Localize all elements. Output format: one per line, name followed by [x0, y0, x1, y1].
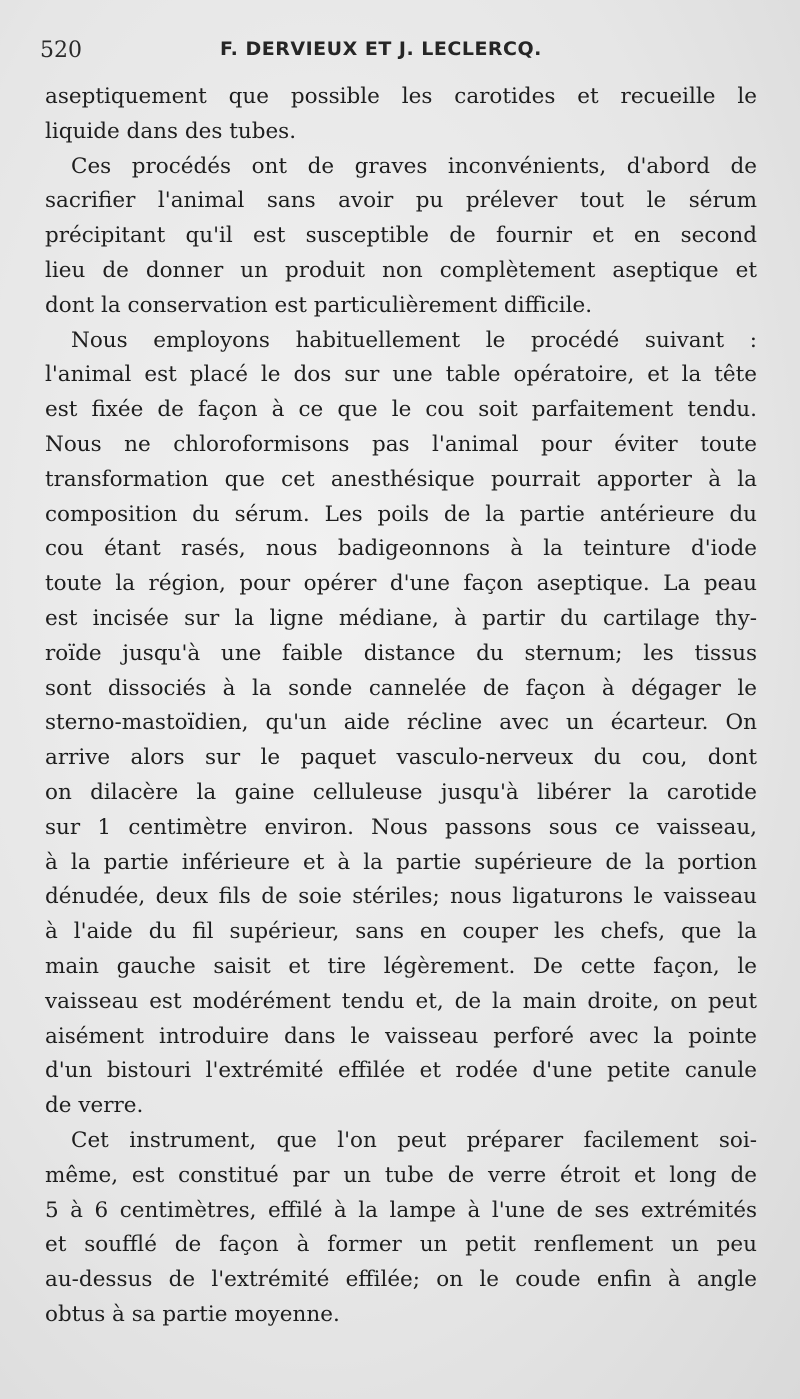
text-line: Nous ne chloroformisons pas l'animal pour éviter toute [45, 431, 757, 457]
text-line: aseptiquement que possible les carotides et recueille le [45, 84, 757, 109]
paragraph [45, 324, 757, 1124]
text-line: transformation que cet anesthésique pourrait apporter à la [45, 466, 757, 492]
text-line: toute la région, pour opérer d'une façon aseptique. La peau [45, 571, 757, 597]
text-line: d'un bistouri l'extrémité effilée et rodée d'une petite canule [45, 1058, 757, 1084]
paragraph [45, 80, 757, 150]
text-line: sterno-mastoïdien, qu'un aide récline avec un écarteur. On [45, 710, 757, 736]
text-line: on dilacère la gaine celluleuse jusqu'à libérer la carotide [45, 779, 757, 805]
body-text [45, 80, 757, 1333]
page-number: 520 [40, 38, 82, 63]
running-head: F. DERVIEUX ET J. LECLERCQ. [220, 38, 542, 60]
paragraph [45, 1124, 757, 1333]
text-line: Nous employons habituellement le procédé suivant : [71, 327, 757, 353]
text-line: à la partie inférieure et à la partie supérieure de la portion [45, 849, 757, 875]
text-line: même, est constitué par un tube de verre étroit et long de [45, 1162, 757, 1188]
text-line: Ces procédés ont de graves inconvénients, d'abord de [71, 153, 757, 179]
text-line: liquide dans des tubes. [45, 118, 297, 144]
text-line: sont dissociés à la sonde cannelée de façon à dégager le [45, 675, 757, 701]
text-line: précipitant qu'il est susceptible de fournir et en second [45, 223, 757, 249]
text-line: au-dessus de l'extrémité effilée; on le coude enfin à angle [45, 1267, 757, 1293]
text-line: vaisseau est modérément tendu et, de la main droite, on peut [45, 988, 757, 1014]
text-line: 5 à 6 centimètres, effilé à la lampe à l'une de ses extrémités [45, 1197, 757, 1223]
text-line: de verre. [45, 1093, 144, 1119]
text-line: arrive alors sur le paquet vasculo-nerveux du cou, dont [45, 745, 757, 771]
text-line: et soufflé de façon à former un petit renflement un peu [45, 1232, 757, 1258]
text-line: roïde jusqu'à une faible distance du sternum; les tissus [45, 640, 757, 666]
text-line: lieu de donner un produit non complètement aseptique et [45, 257, 757, 283]
text-line: sur 1 centimètre environ. Nous passons sous ce vaisseau, [45, 814, 757, 840]
text-line: est fixée de façon à ce que le cou soit parfaitement tendu. [45, 397, 757, 423]
paragraph [45, 150, 757, 324]
text-line: sacrifier l'animal sans avoir pu prélever tout le sérum [45, 188, 757, 214]
text-line: est incisée sur la ligne médiane, à partir du cartilage thy- [45, 605, 757, 631]
text-line: dénudée, deux fils de soie stériles; nous ligaturons le vaisseau [45, 884, 757, 910]
text-line: Cet instrument, que l'on peut préparer facilement soi- [71, 1127, 757, 1153]
text-line: aisément introduire dans le vaisseau perforé avec la pointe [45, 1023, 757, 1049]
text-line: obtus à sa partie moyenne. [45, 1301, 340, 1327]
text-line: composition du sérum. Les poils de la partie antérieure du [45, 501, 757, 527]
text-line: à l'aide du fil supérieur, sans en couper les chefs, que la [45, 919, 757, 945]
text-line: l'animal est placé le dos sur une table opératoire, et la tête [45, 362, 757, 388]
page-header [40, 30, 760, 70]
text-line: main gauche saisit et tire légèrement. De cette façon, le [45, 953, 757, 979]
text-line: cou étant rasés, nous badigeonnons à la teinture d'iode [45, 536, 757, 562]
text-line: dont la conservation est particulièrement difficile. [45, 292, 593, 318]
